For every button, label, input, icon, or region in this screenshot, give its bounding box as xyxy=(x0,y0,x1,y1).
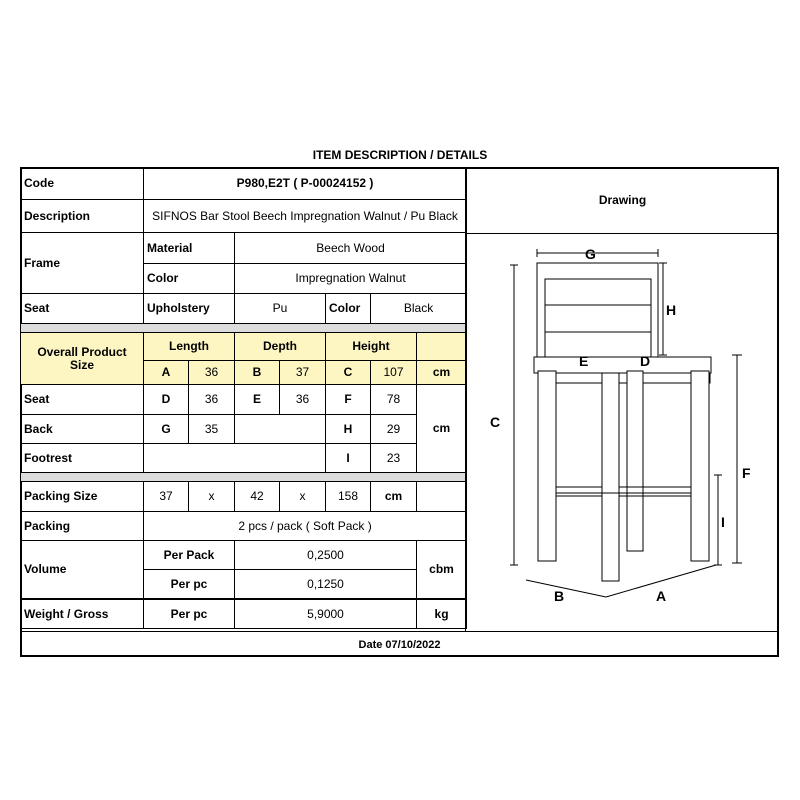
packing-length: 37 xyxy=(144,482,189,512)
packing-x2: x xyxy=(280,482,326,512)
description-label: Description xyxy=(21,200,144,233)
stool-drawing xyxy=(466,235,779,631)
weight-label: Weight / Gross xyxy=(21,600,144,629)
height-header: Height xyxy=(326,333,417,361)
dim-e-value: 36 xyxy=(280,385,326,415)
per-pack-label: Per Pack xyxy=(144,541,235,570)
weight-value: 5,9000 xyxy=(235,600,417,629)
packing-label: Packing xyxy=(21,512,144,541)
dim-d-value: 36 xyxy=(189,385,235,415)
dims-unit: cm xyxy=(417,385,467,473)
label-a: A xyxy=(656,588,667,604)
label-b: B xyxy=(554,588,565,604)
leg-back-left xyxy=(627,371,643,551)
upholstery-label: Upholstery xyxy=(144,294,235,324)
code-label: Code xyxy=(21,168,144,200)
weight-unit: kg xyxy=(417,600,467,629)
packing-unit: cm xyxy=(371,482,417,512)
footrest-label: Footrest xyxy=(21,444,144,473)
seat-color-value: Black xyxy=(371,294,467,324)
packing-x1: x xyxy=(189,482,235,512)
dim-c-letter: C xyxy=(326,361,371,385)
per-pc-label: Per pc xyxy=(144,570,235,599)
label-g: G xyxy=(585,246,596,262)
per-pc-value: 0,1250 xyxy=(235,570,417,599)
packing-size-label: Packing Size xyxy=(21,482,144,512)
dim-h-letter: H xyxy=(326,415,371,444)
seat-dims-label: Seat xyxy=(21,385,144,415)
back-dims-label: Back xyxy=(21,415,144,444)
length-header: Length xyxy=(144,333,235,361)
overall-size-label: Overall Product Size xyxy=(21,333,144,385)
label-i: I xyxy=(721,514,725,530)
label-c: C xyxy=(490,414,501,430)
dim-g-letter: G xyxy=(144,415,189,444)
volume-label: Volume xyxy=(21,541,144,599)
dim-a-value: 36 xyxy=(189,361,235,385)
dim-h-value: 29 xyxy=(371,415,417,444)
frame-color-value: Impregnation Walnut xyxy=(235,264,467,294)
leg-front-left xyxy=(538,371,556,561)
footrest-left xyxy=(556,487,602,496)
frame-label: Frame xyxy=(21,233,144,294)
packing-width: 42 xyxy=(235,482,280,512)
volume-unit: cbm xyxy=(417,541,467,599)
weight-per-pc-label: Per pc xyxy=(144,600,235,629)
description-value: SIFNOS Bar Stool Beech Impregnation Walnut / Pu Black xyxy=(144,200,467,233)
code-value: P980,E2T ( P-00024152 ) xyxy=(144,168,467,200)
drawing-title: Drawing xyxy=(466,167,779,234)
frame-color-label: Color xyxy=(144,264,235,294)
apron xyxy=(538,373,710,383)
dim-g-value: 35 xyxy=(189,415,235,444)
material-label: Material xyxy=(144,233,235,264)
backrest-outline xyxy=(537,263,658,358)
dim-f-letter: F xyxy=(326,385,371,415)
dim-f-value: 78 xyxy=(371,385,417,415)
leg-front-right xyxy=(602,373,619,581)
label-d: D xyxy=(640,353,651,369)
dim-e-letter: E xyxy=(235,385,280,415)
dim-c-value: 107 xyxy=(371,361,417,385)
footer-date: Date 07/10/2022 xyxy=(20,631,779,657)
packing-height: 158 xyxy=(326,482,371,512)
seat-label: Seat xyxy=(21,294,144,324)
dim-d-letter: D xyxy=(144,385,189,415)
seat-color-label: Color xyxy=(326,294,371,324)
seat-top xyxy=(534,357,711,373)
dim-i-letter: I xyxy=(326,444,371,473)
upholstery-value: Pu xyxy=(235,294,326,324)
label-e: E xyxy=(579,353,589,369)
page-title: ITEM DESCRIPTION / DETAILS xyxy=(312,148,488,162)
dim-b-letter: B xyxy=(235,361,280,385)
spec-table xyxy=(20,167,467,629)
packing-value: 2 pcs / pack ( Soft Pack ) xyxy=(144,512,467,541)
depth-header: Depth xyxy=(235,333,326,361)
dim-a-letter: A xyxy=(144,361,189,385)
per-pack-value: 0,2500 xyxy=(235,541,417,570)
leg-back-right xyxy=(691,371,709,561)
material-value: Beech Wood xyxy=(235,233,467,264)
overall-unit: cm xyxy=(417,361,467,385)
dim-i-value: 23 xyxy=(371,444,417,473)
label-f: F xyxy=(742,465,751,481)
label-h: H xyxy=(666,302,677,318)
dim-b-value: 37 xyxy=(280,361,326,385)
